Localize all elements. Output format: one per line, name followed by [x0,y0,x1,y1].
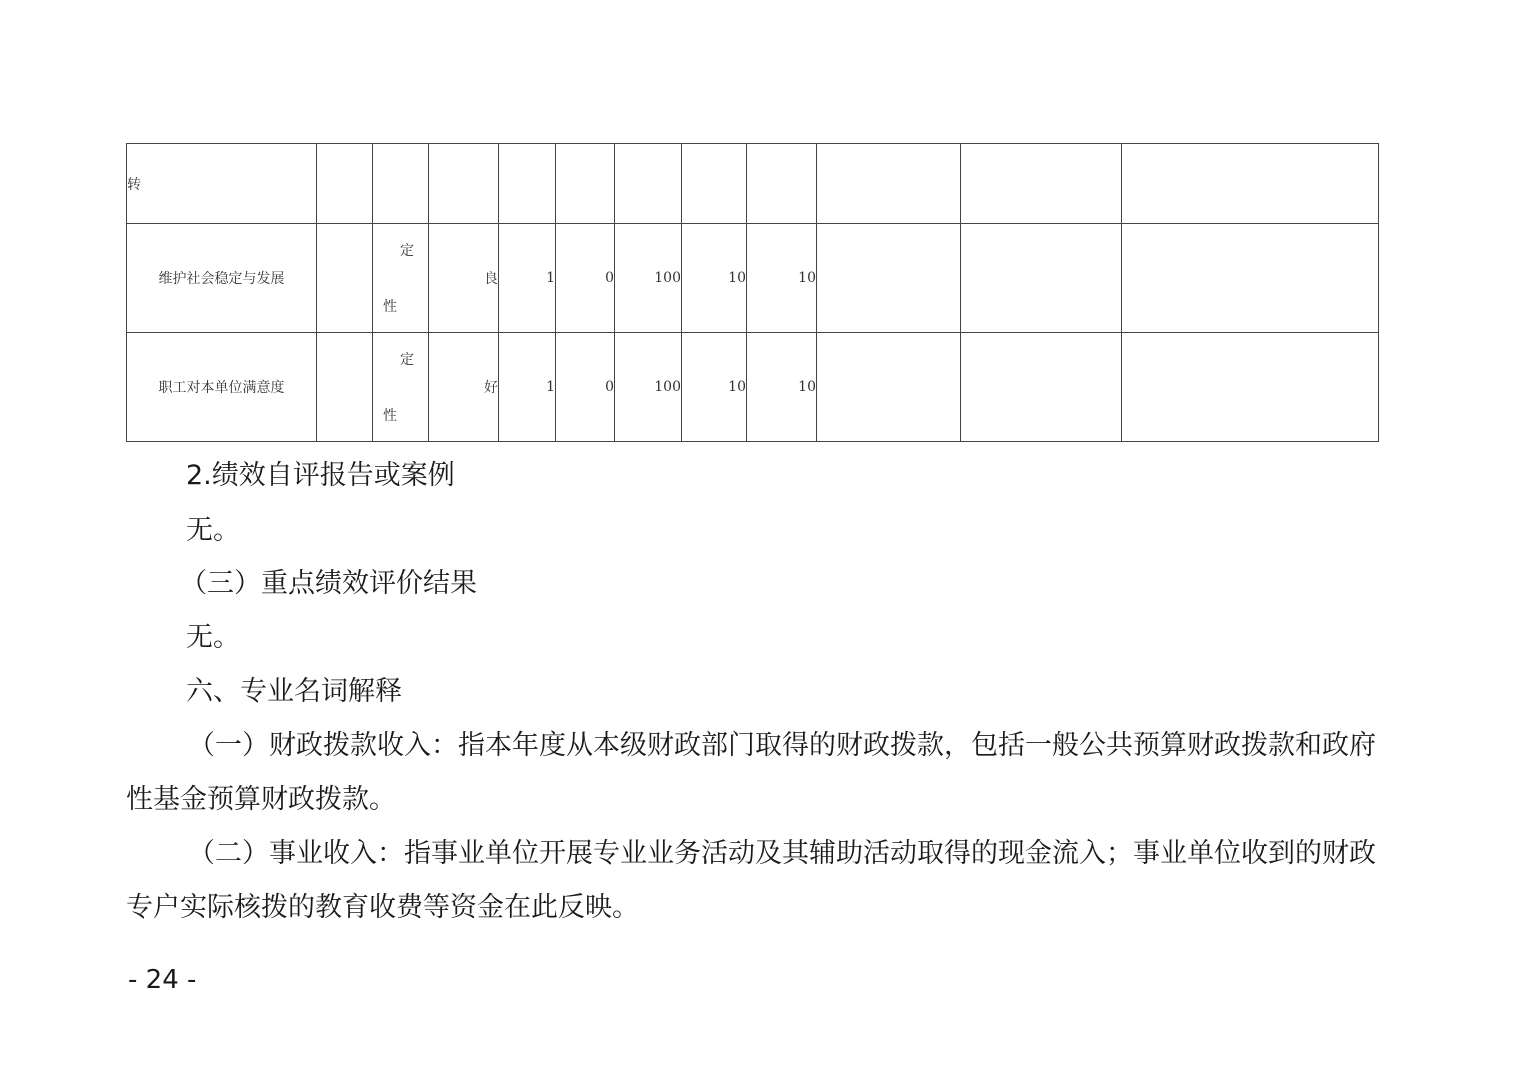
indicator-content-cell: 转 [127,144,317,224]
section-heading-key-evaluation: （三）重点绩效评价结果 [180,568,477,599]
section-heading-self-evaluation: 2.绩效自评报告或案例 [186,460,455,491]
grade-cell: 良 [429,224,499,333]
grade-cell [429,144,499,224]
indicator-content-cell: 职工对本单位满意度 [127,333,317,442]
value-cell: 10 [747,333,817,442]
page-number: - 24 - [128,965,197,995]
section-heading-terminology: 六、专业名词解释 [186,676,402,707]
definition-business-income: （二）事业收入：指事业单位开展专业业务活动及其辅助活动取得的现金流入；事业单位收到的财政专户实际核拨的教育收费等资金在此反映。 [126,838,1376,923]
value-cell: 1 [499,224,556,333]
blank-cell [1122,333,1379,442]
blank-cell [1122,144,1379,224]
value-cell: 100 [615,224,682,333]
value-cell [682,144,747,224]
nature-char-1: 定 [400,352,414,368]
value-cell: 100 [615,333,682,442]
blank-cell [317,224,373,333]
definition-fiscal-allocation: （一）财政拨款收入：指本年度从本级财政部门取得的财政拨款，包括一般公共预算财政拨款和政府性基金预算财政拨款。 [126,730,1376,815]
indicator-nature-cell [373,333,429,442]
value-cell: 10 [682,224,747,333]
body-text-none: 无。 [186,515,240,546]
nature-char-1: 定 [400,243,414,259]
value-cell: 0 [556,224,615,333]
blank-cell [817,224,961,333]
table-row [127,144,1379,224]
performance-indicator-table [126,143,1379,442]
blank-cell [961,144,1122,224]
blank-cell [317,144,373,224]
table-row [127,333,1379,442]
value-cell: 10 [682,333,747,442]
body-text-none: 无。 [186,622,240,653]
value-cell [556,144,615,224]
blank-cell [961,333,1122,442]
nature-char-2: 性 [383,408,397,424]
blank-cell [817,144,961,224]
value-cell: 0 [556,333,615,442]
indicator-nature-cell [373,224,429,333]
value-cell: 1 [499,333,556,442]
value-cell: 10 [747,224,817,333]
indicator-content-cell: 维护社会稳定与发展 [127,224,317,333]
value-cell [499,144,556,224]
indicator-nature-cell [373,144,429,224]
blank-cell [317,333,373,442]
blank-cell [817,333,961,442]
value-cell [747,144,817,224]
grade-cell: 好 [429,333,499,442]
value-cell [615,144,682,224]
blank-cell [1122,224,1379,333]
blank-cell [961,224,1122,333]
table-row [127,224,1379,333]
nature-char-2: 性 [383,299,397,315]
